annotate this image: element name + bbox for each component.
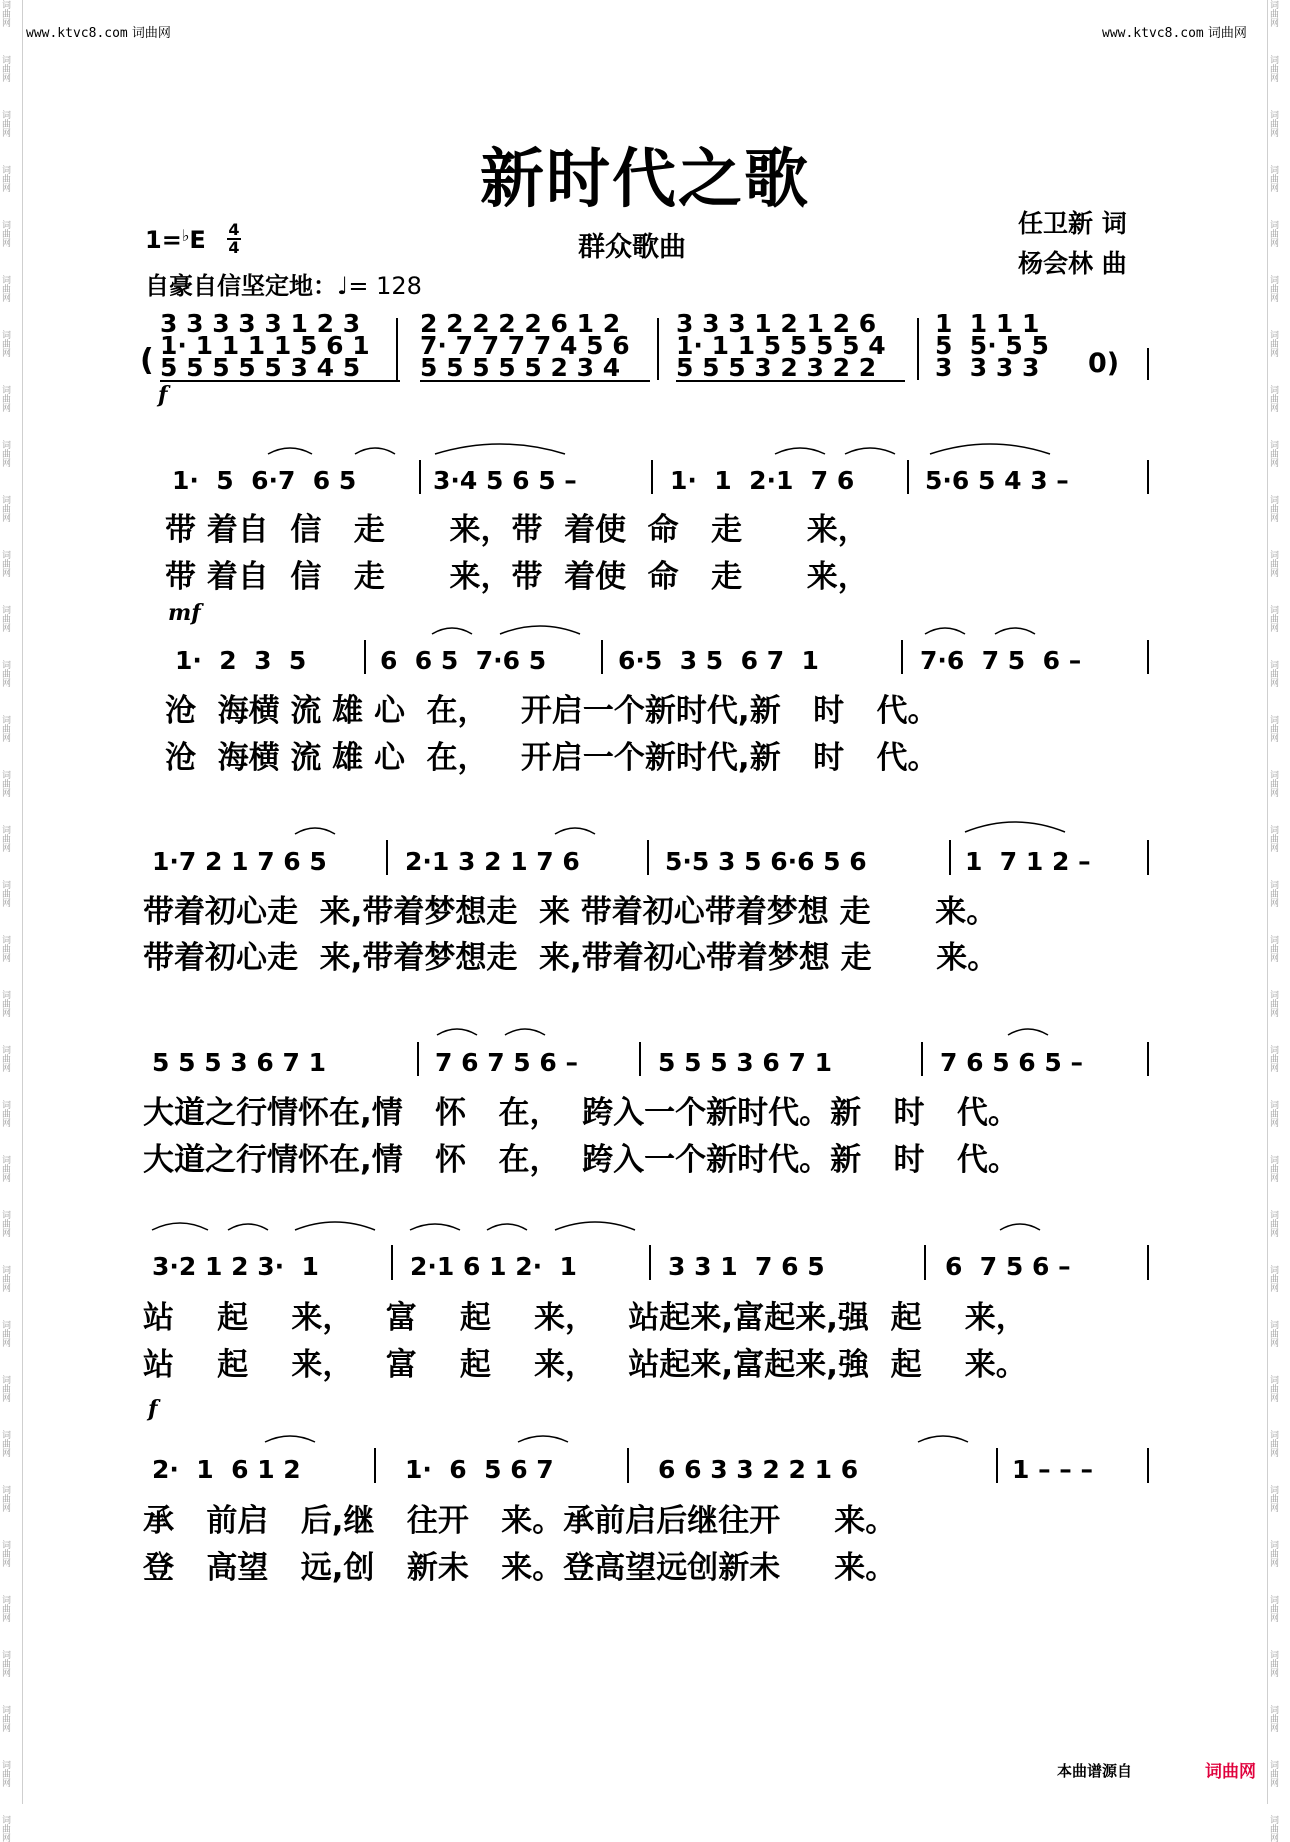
margin-watermark-text: 词曲网 [0,1155,10,1182]
system-2-slur-4 [995,628,1035,634]
system-6-measure-2: 1· 6 5 6 7 [405,1455,554,1484]
lyricist-credit: 任卫新 词 [1018,209,1127,238]
flat-sign: ♭ [181,226,190,245]
system-6-measure-3: 6 6 3 3 2 2 1 6 [658,1455,859,1484]
intro-middle-measure-1: 1· 1 1 1 1 5 6 1 [160,331,370,360]
system-5-slur-1 [152,1223,208,1230]
quarter-note-icon: ♩ [337,272,349,300]
margin-watermark-text: 词曲网 [0,1430,10,1457]
system-3 [143,822,1148,976]
system-4-measure-2: 7 6 7 5 6 – [435,1048,578,1077]
margin-watermark-text: 词曲网 [0,550,10,577]
margin-watermark-text: 词曲网 [1268,1650,1278,1677]
site-label-right: www.ktvc8.com 词曲网 [1102,26,1247,41]
system-5-slur-5 [487,1224,527,1230]
system-2-lyrics-1: 沧 海横 流 雄 心 在， 开启一个新时代,新 时 代。 [165,693,939,729]
system-3-measure-3: 5·5 3 5 6·6 5 6 [665,847,867,876]
margin-watermark-text: 词曲网 [0,1485,10,1512]
margin-watermark-text: 词曲网 [1268,550,1278,577]
system-2-slur-3 [925,628,965,634]
system-1 [165,444,1148,626]
system-1-measure-3: 1· 1 2·1 7 6 [670,466,855,495]
margin-watermark-text: 词曲网 [1268,55,1278,82]
margin-watermark-text: 词曲网 [1268,1320,1278,1347]
intro-system [140,309,1148,408]
margin-watermark-text: 词曲网 [0,275,10,302]
margin-watermark-text: 词曲网 [1268,1375,1278,1402]
intro-bottom-measure-1: 5 5 5 5 5 3 4 5 [160,353,361,382]
system-1-slur-2 [355,448,395,454]
system-1-measure-2: 3·4 5 6 5 – [433,466,577,495]
margin-watermark-text: 词曲网 [0,440,10,467]
margin-watermark-text: 词曲网 [1268,1045,1278,1072]
source-note: 本曲谱源自 [1057,1762,1133,1780]
intro-bottom-measure-4: 3 3 3 3 [935,353,1040,382]
system-6-slur-3 [918,1436,968,1442]
system-3-slur-2 [555,828,595,834]
margin-watermark-text: 词曲网 [1268,495,1278,522]
system-3-slur-3 [965,822,1065,832]
system-1-lyrics-2: 带 着自 信 走 来，带 着使 命 走 来， [165,559,869,595]
intro-bottom-measure-3: 5 5 5 3 2 3 2 2 [676,353,877,382]
margin-watermark-text: 词曲网 [0,825,10,852]
system-5-slur-4 [410,1224,460,1230]
margin-watermark-text: 词曲网 [1268,1540,1278,1567]
system-3-measure-1: 1·7 2 1 7 6 5 [152,847,327,876]
system-6-measure-1: 2· 1 6 1 2 [152,1455,301,1484]
system-4-slur-3 [1008,1029,1048,1035]
system-1-measure-4: 5·6 5 4 3 – [925,466,1069,495]
system-5-measure-3: 3 3 1 7 6 5 [668,1252,825,1281]
system-3-slur-1 [295,828,335,834]
margin-watermark-text: 词曲网 [0,770,10,797]
system-5-slur-3 [295,1222,375,1230]
margin-watermark-text: 词曲网 [1268,1485,1278,1512]
system-4-measure-1: 5 5 5 3 6 7 1 [152,1048,326,1077]
margin-watermark-text: 词曲网 [0,935,10,962]
key-signature: 1=♭E [145,226,206,254]
system-1-slur-5 [845,448,895,454]
system-4-measure-4: 7 6 5 6 5 – [940,1048,1083,1077]
intro-top-measure-2: 2 2 2 2 2 6 1 2 [420,309,621,338]
margin-watermark-text: 词曲网 [0,165,10,192]
system-5-measure-1: 3·2 1 2 3· 1 [152,1252,319,1281]
intro-middle-measure-2: 7· 7 7 7 7 4 5 6 [420,331,630,360]
system-5-slur-6 [555,1222,635,1230]
source-site-link[interactable]: 词曲网 [1205,1762,1256,1782]
system-4-measure-3: 5 5 5 3 6 7 1 [658,1048,832,1077]
system-5-measure-2: 2·1 6 1 2· 1 [410,1252,577,1281]
margin-watermark-text: 词曲网 [1268,1155,1278,1182]
intro-dynamic: f [158,382,168,408]
system-1-slur-6 [930,444,1050,454]
system-1-slur-4 [775,448,825,454]
margin-watermark-text: 词曲网 [0,0,10,27]
margin-watermark-text: 词曲网 [1268,990,1278,1017]
system-6-slur-2 [518,1436,568,1442]
system-2-measure-4: 7·6 7 5 6 – [920,646,1082,675]
margin-watermark-text: 词曲网 [0,1595,10,1622]
margin-watermark-text: 词曲网 [0,990,10,1017]
intro-rest-close: 0) [1088,348,1120,379]
intro-top-measure-1: 3 3 3 3 3 1 2 3 [160,309,361,338]
time-signature: 4 4 [228,220,240,257]
system-2-measure-2: 6 6 5 7·6 5 [380,646,547,675]
margin-watermark-text: 词曲网 [0,385,10,412]
margin-watermark-text: 词曲网 [1268,110,1278,137]
system-1-slur-1 [268,448,312,454]
margin-watermark-text: 词曲网 [0,220,10,247]
margin-watermark-text: 词曲网 [1268,330,1278,357]
system-3-lyrics-2: 带着初心走 来,带着梦想走 来,带着初心带着梦想 走 来。 [143,940,999,976]
system-6-slur-1 [265,1436,315,1442]
margin-watermark-text: 词曲网 [0,55,10,82]
margin-watermark-text: 词曲网 [0,1760,10,1787]
intro-top-measure-4: 1 1 1 1 [935,309,1040,338]
system-5-dynamic: f [148,1396,158,1422]
margin-watermark-text: 词曲网 [0,605,10,632]
margin-watermark-text: 词曲网 [1268,165,1278,192]
intro-top-measure-3: 3 3 3 1 2 1 2 6 [676,309,877,338]
margin-watermark-text: 词曲网 [1268,935,1278,962]
system-5-lyrics-1: 站 起 来， 富 起 来， 站起来,富起来,强 起 来， [143,1300,1027,1336]
system-6-lyrics-1: 承 前启 后,继 往开 来。承前启后继往开 来。 [143,1503,897,1539]
margin-watermark-text: 词曲网 [1268,1100,1278,1127]
margin-watermark-text: 词曲网 [1268,1815,1278,1842]
system-4-lyrics-2: 大道之行情怀在,情 怀 在， 跨入一个新时代。新 时 代。 [143,1142,1019,1178]
song-title: 新时代之歌 [480,143,810,217]
tempo-marking: 自豪自信坚定地：♩= 128 [145,272,422,300]
system-1-dynamic: mf [168,600,201,626]
margin-watermark-text: 词曲网 [0,1705,10,1732]
margin-watermark-text: 词曲网 [1268,605,1278,632]
margin-watermark-text: 词曲网 [1268,0,1278,27]
margin-watermark-text: 词曲网 [1268,440,1278,467]
system-5 [143,1222,1148,1422]
margin-watermark-text: 词曲网 [1268,825,1278,852]
margin-watermark-text: 词曲网 [1268,1760,1278,1787]
margin-watermark-text: 词曲网 [0,1265,10,1292]
system-2-slur-2 [500,626,580,634]
intro-open-paren: ( [140,343,154,378]
margin-watermark-text: 词曲网 [0,330,10,357]
margin-watermark-text: 词曲网 [1268,770,1278,797]
system-5-slur-2 [228,1224,268,1230]
system-4 [143,1029,1148,1178]
intro-middle-measure-4: 5 5· 5 5 [935,331,1049,360]
system-6-measure-4: 1 – – – [1012,1455,1094,1484]
system-6-lyrics-2: 登 高望 远,创 新未 来。登高望远创新未 来。 [143,1550,897,1586]
margin-watermark-text: 词曲网 [1268,1265,1278,1292]
system-3-measure-2: 2·1 3 2 1 7 6 [405,847,580,876]
system-5-measure-4: 6 7 5 6 – [945,1252,1071,1281]
margin-watermark-text: 词曲网 [1268,1705,1278,1732]
system-4-slur-2 [505,1029,545,1035]
system-3-lyrics-1: 带着初心走 来,带着梦想走 来 带着初心带着梦想 走 来。 [143,894,998,930]
system-2-lyrics-2: 沧 海横 流 雄 心 在， 开启一个新时代,新 时 代。 [165,740,939,776]
margin-watermark-text: 词曲网 [1268,1595,1278,1622]
system-2-slur-1 [432,628,472,634]
margin-watermark-text: 词曲网 [0,495,10,522]
margin-watermark-text: 词曲网 [0,660,10,687]
margin-watermark-text: 词曲网 [0,1320,10,1347]
song-genre: 群众歌曲 [578,232,686,263]
margin-watermark-text: 词曲网 [0,715,10,742]
margin-watermark-text: 词曲网 [0,1100,10,1127]
margin-watermark-text: 词曲网 [1268,1430,1278,1457]
margin-watermark-text: 词曲网 [0,1540,10,1567]
margin-watermark-text: 词曲网 [0,1210,10,1237]
margin-watermark-text: 词曲网 [0,880,10,907]
system-2 [165,626,1148,776]
system-2-measure-3: 6·5 3 5 6 7 1 [618,646,819,675]
margin-watermark-text: 词曲网 [1268,1210,1278,1237]
margin-watermark-text: 词曲网 [0,1045,10,1072]
system-6 [142,1436,1148,1586]
composer-credit: 杨会林 曲 [1018,249,1127,278]
margin-watermark-text: 词曲网 [1268,660,1278,687]
margin-watermark-text: 词曲网 [0,110,10,137]
site-label-left: www.ktvc8.com 词曲网 [26,26,171,41]
margin-watermark-text: 词曲网 [0,1375,10,1402]
margin-watermark-text: 词曲网 [1268,715,1278,742]
system-1-measure-1: 1· 5 6·7 6 5 [172,466,357,495]
system-1-slur-3 [435,444,565,454]
system-3-measure-4: 1 7 1 2 – [965,847,1091,876]
intro-middle-measure-3: 1· 1 1 5 5 5 5 4 [676,331,886,360]
system-1-lyrics-1: 带 着自 信 走 来，带 着使 命 走 来， [165,512,869,548]
margin-watermark-text: 词曲网 [0,1815,10,1842]
margin-watermark-text: 词曲网 [0,1650,10,1677]
margin-watermark-text: 词曲网 [1268,385,1278,412]
system-5-slur-7 [1000,1224,1040,1230]
system-5-lyrics-2: 站 起 来， 富 起 来， 站起来,富起来,強 起 来。 [143,1347,1027,1383]
system-4-slur-1 [437,1029,477,1035]
intro-bottom-measure-2: 5 5 5 5 5 2 3 4 [420,353,621,382]
margin-watermark-text: 词曲网 [1268,275,1278,302]
system-2-measure-1: 1· 2 3 5 [175,646,307,675]
margin-watermark-text: 词曲网 [1268,880,1278,907]
margin-watermark-text: 词曲网 [1268,220,1278,247]
system-4-lyrics-1: 大道之行情怀在,情 怀 在， 跨入一个新时代。新 时 代。 [143,1095,1019,1131]
